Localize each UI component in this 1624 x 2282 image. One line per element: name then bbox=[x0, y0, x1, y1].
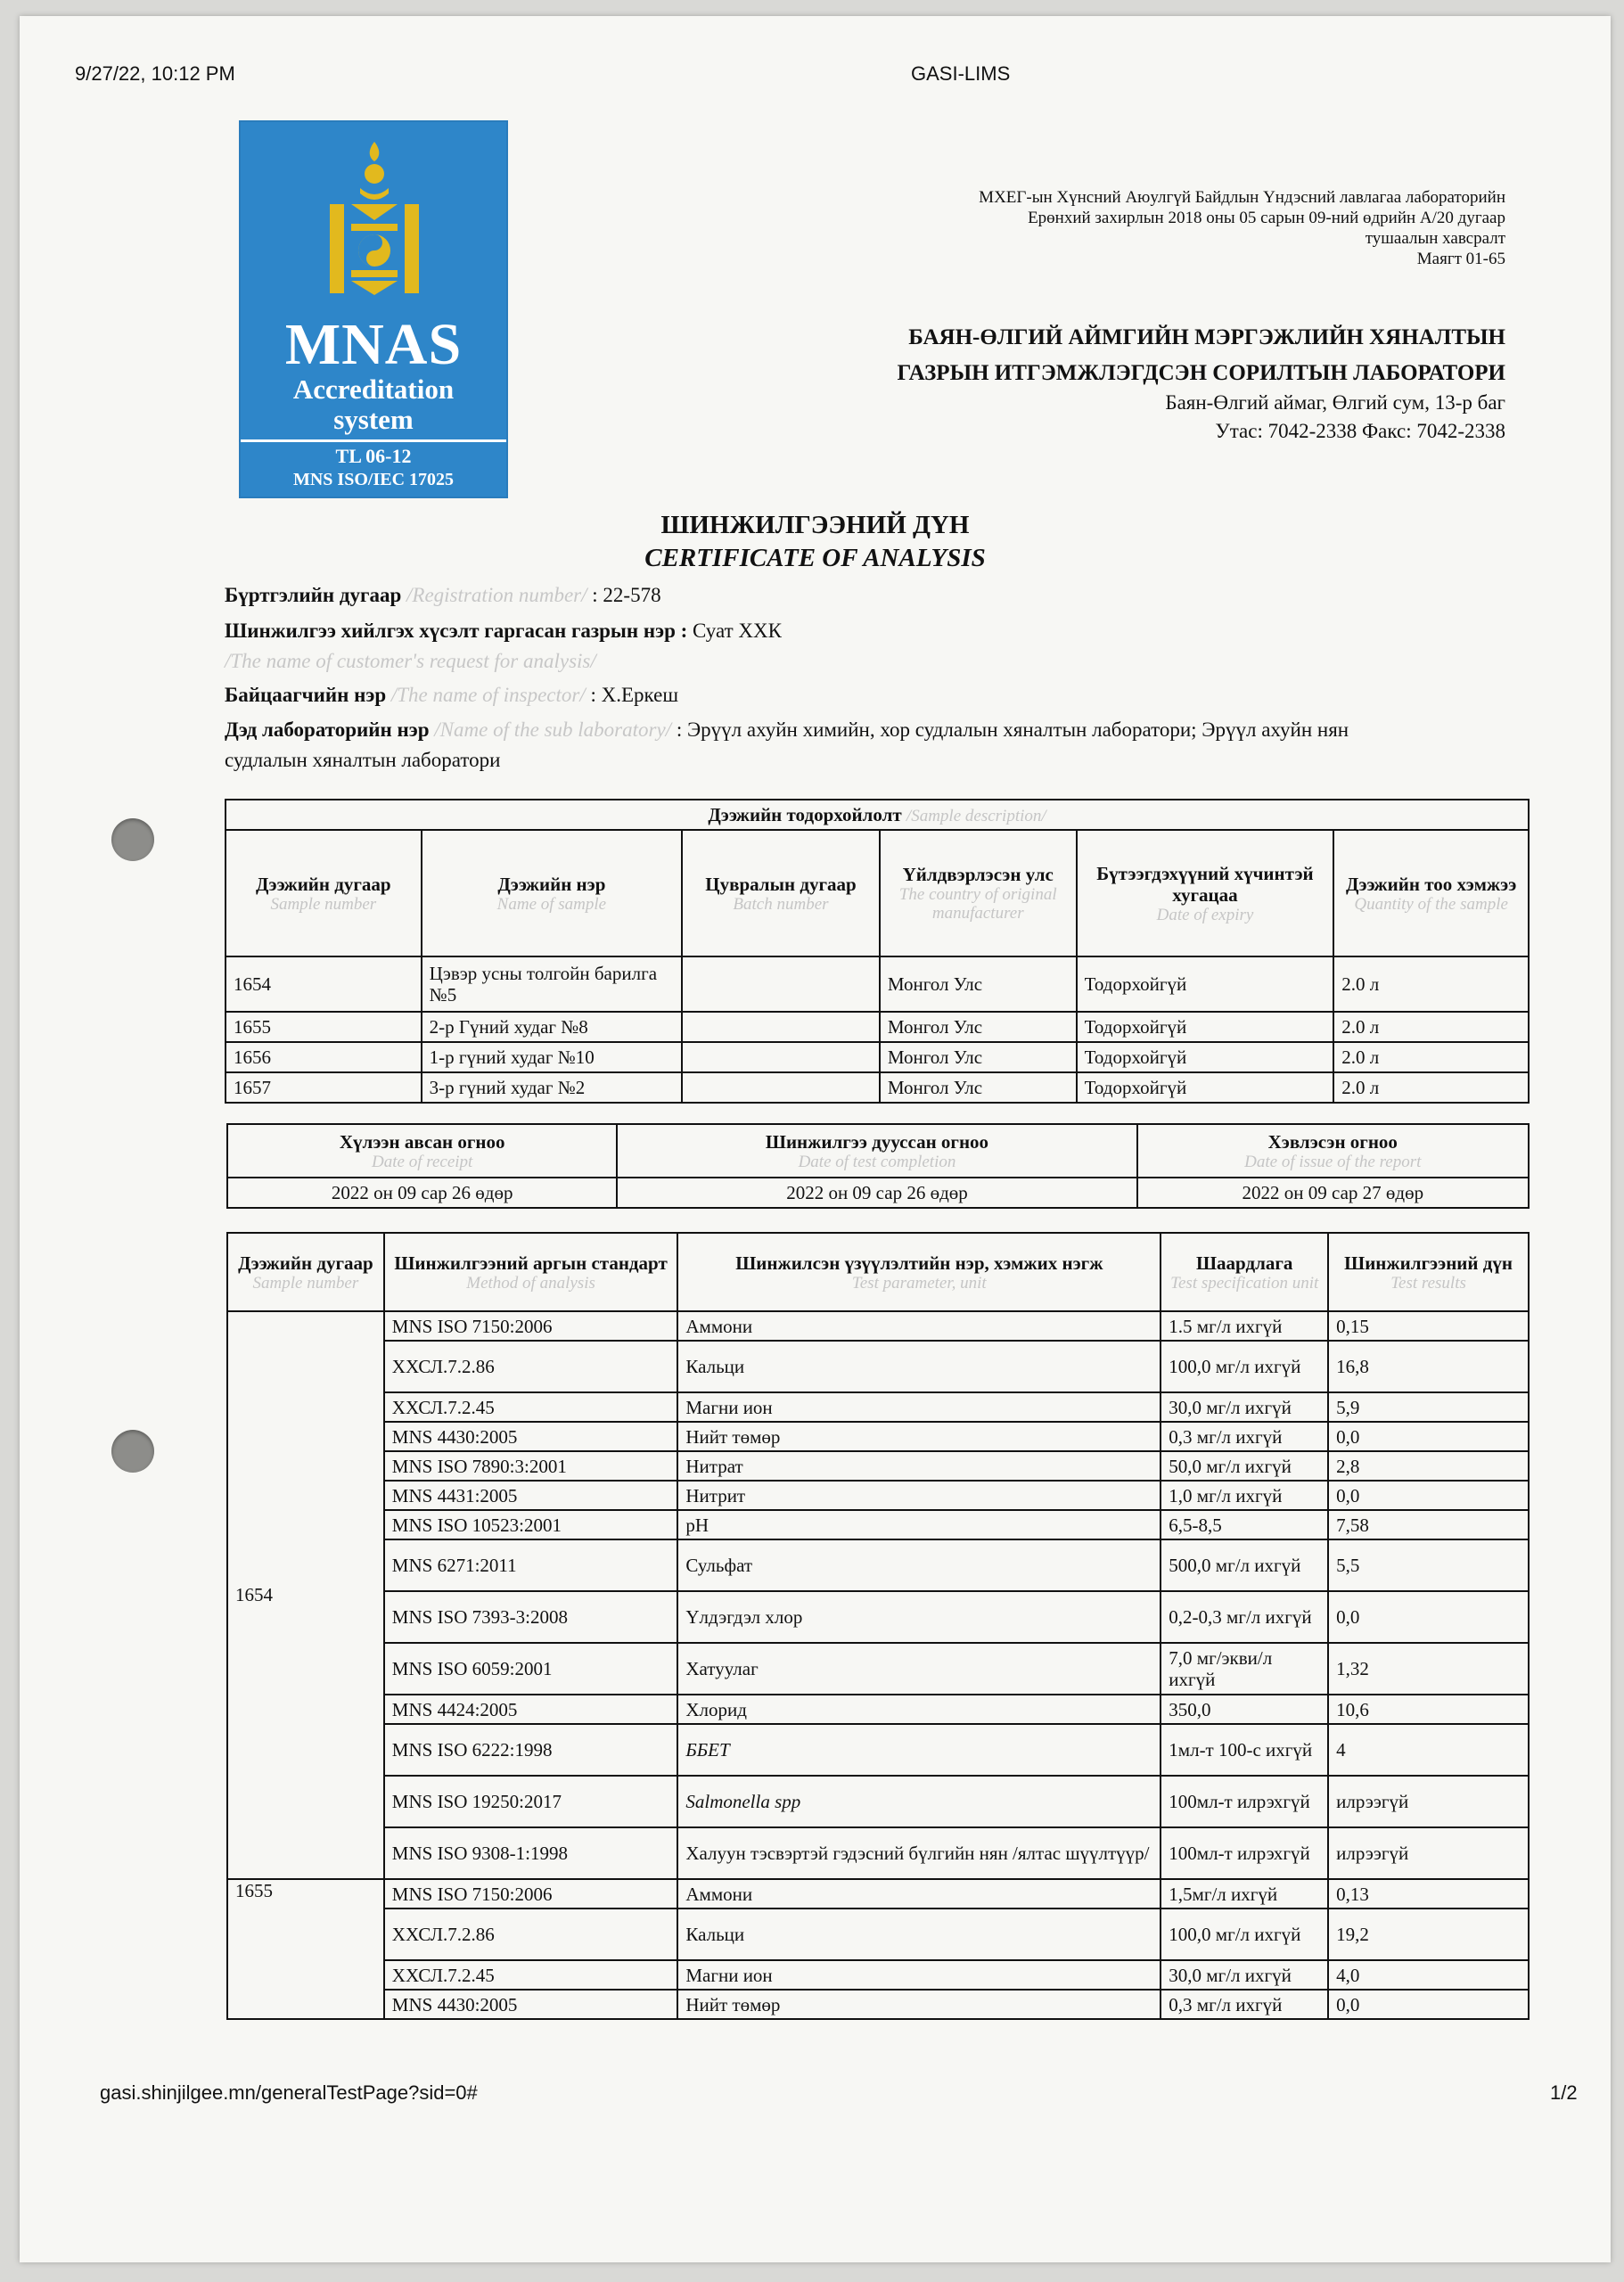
result-result-cell: 19,2 bbox=[1328, 1909, 1529, 1960]
result-spec-cell: 1.5 мг/л ихгүй bbox=[1161, 1311, 1328, 1341]
sample-table-caption: Дээжийн тодорхойлолт /Sample description/ bbox=[226, 800, 1529, 830]
table-row: 1656 1-р гүний худаг №10 Монгол Улс Тодорхойгүй 2.0 л bbox=[226, 1042, 1529, 1072]
result-param-cell: pH bbox=[677, 1510, 1161, 1539]
result-spec-cell: 1мл-т 100-с ихгүй bbox=[1161, 1724, 1328, 1776]
result-param-cell: Аммони bbox=[677, 1311, 1161, 1341]
result-param-cell: Нитрит bbox=[677, 1481, 1161, 1510]
lab-phone: Утас: 7042-2338 Факс: 7042-2338 bbox=[1215, 420, 1505, 442]
sample-number-cell: 1654 bbox=[227, 1311, 384, 1879]
table-row bbox=[227, 1776, 1529, 1827]
result-result-cell: 16,8 bbox=[1328, 1341, 1529, 1392]
table-row bbox=[227, 1481, 1529, 1510]
result-method-cell: MNS 6271:2011 bbox=[384, 1539, 678, 1591]
table-row bbox=[227, 1311, 1529, 1341]
result-spec-cell: 30,0 мг/л ихгүй bbox=[1161, 1392, 1328, 1422]
result-result-cell: 5,5 bbox=[1328, 1539, 1529, 1591]
result-param-cell: Хатуулаг bbox=[677, 1643, 1161, 1695]
inspector-name: Байцаагчийн нэр /The name of inspector/ : Х.Еркеш bbox=[225, 684, 679, 706]
sample-number-cell: 1655 bbox=[227, 1879, 384, 2019]
result-result-cell: 0,13 bbox=[1328, 1879, 1529, 1909]
result-result-cell: 0,15 bbox=[1328, 1311, 1529, 1341]
registration-number: Бүртгэлийн дугаар /Registration number/ : 22-578 bbox=[225, 584, 661, 606]
result-spec-cell: 6,5-8,5 bbox=[1161, 1510, 1328, 1539]
print-url: gasi.shinjilgee.mn/generalTestPage?sid=0# bbox=[100, 2081, 478, 2104]
result-spec-cell: 100мл-т илрэхгүй bbox=[1161, 1827, 1328, 1879]
result-method-cell: MNS 4430:2005 bbox=[384, 1990, 678, 2019]
lab-name-1: БАЯН-ӨЛГИЙ АЙМГИЙН МЭРГЭЖЛИЙН ХЯНАЛТЫН bbox=[908, 325, 1505, 349]
result-spec-cell: 100мл-т илрэхгүй bbox=[1161, 1776, 1328, 1827]
result-param-cell: Сульфат bbox=[677, 1539, 1161, 1591]
result-method-cell: MNS ISO 6059:2001 bbox=[384, 1643, 678, 1695]
table-row: 1655 2-р Гүний худаг №8 Монгол Улс Тодорхойгүй 2.0 л bbox=[226, 1012, 1529, 1042]
test-results-table bbox=[226, 1232, 1530, 2020]
result-method-cell: MNS ISO 7150:2006 bbox=[384, 1879, 678, 1909]
table-row bbox=[227, 1695, 1529, 1724]
result-method-cell: MNS ISO 7393-3:2008 bbox=[384, 1591, 678, 1643]
result-param-cell: Аммони bbox=[677, 1879, 1161, 1909]
table-row bbox=[227, 1341, 1529, 1392]
result-result-cell: 2,8 bbox=[1328, 1451, 1529, 1481]
result-result-cell: 7,58 bbox=[1328, 1510, 1529, 1539]
result-result-cell: 0,0 bbox=[1328, 1422, 1529, 1451]
result-method-cell: MNS ISO 19250:2017 bbox=[384, 1776, 678, 1827]
punch-hole bbox=[111, 1430, 154, 1473]
table-row bbox=[227, 1879, 1529, 1909]
table-row: 2022 он 09 сар 26 өдөр 2022 он 09 сар 26 өдөр 2022 он 09 сар 27 өдөр bbox=[227, 1178, 1529, 1208]
table-row bbox=[227, 1591, 1529, 1643]
table-row bbox=[227, 1451, 1529, 1481]
table-row: 1654 Цэвэр усны толгойн барилга №5 Монгол Улс Тодорхойгүй 2.0 л bbox=[226, 956, 1529, 1012]
punch-hole bbox=[111, 818, 154, 861]
table-row bbox=[227, 1392, 1529, 1422]
dates-table: Хүлээн авсан огноо Date of receipt Шинжилгээ дууссан огноо Date of test completion Хэвлэсэн огноо Date of issue of the report 2022 он 09 сар 26 өдөр 2022 он 09 сар 26 өдөр 2022 он 09 сар 27 өдөр bbox=[226, 1123, 1530, 1209]
logo-title: MNAS bbox=[284, 312, 463, 377]
result-result-cell: илрээгүй bbox=[1328, 1776, 1529, 1827]
customer-name: Шинжилгээ хийлгэх хүсэлт гаргасан газрын нэр : Суат ХХК bbox=[225, 620, 782, 642]
result-param-cell: Магни ион bbox=[677, 1960, 1161, 1990]
result-method-cell: ХХСЛ.7.2.45 bbox=[384, 1960, 678, 1990]
result-method-cell: MNS ISO 7890:3:2001 bbox=[384, 1451, 678, 1481]
logo-iso: MNS ISO/IEC 17025 bbox=[292, 470, 455, 489]
result-param-cell: Нитрат bbox=[677, 1451, 1161, 1481]
result-spec-cell: 0,3 мг/л ихгүй bbox=[1161, 1990, 1328, 2019]
result-result-cell: 0,0 bbox=[1328, 1591, 1529, 1643]
result-spec-cell: 1,5мг/л ихгүй bbox=[1161, 1879, 1328, 1909]
result-result-cell: 0,0 bbox=[1328, 1990, 1529, 2019]
result-param-cell: Нийт төмөр bbox=[677, 1422, 1161, 1451]
result-param-cell: Магни ион bbox=[677, 1392, 1161, 1422]
result-param-cell: Хлорид bbox=[677, 1695, 1161, 1724]
result-param-cell: Кальци bbox=[677, 1909, 1161, 1960]
print-page-title: GASI-LIMS bbox=[911, 62, 1011, 85]
logo-subtitle: Accreditation system bbox=[292, 373, 455, 435]
result-spec-cell: 7,0 мг/экви/л ихгүй bbox=[1161, 1643, 1328, 1695]
table-row bbox=[227, 1510, 1529, 1539]
table-row bbox=[227, 1990, 1529, 2019]
result-spec-cell: 50,0 мг/л ихгүй bbox=[1161, 1451, 1328, 1481]
print-timestamp: 9/27/22, 10:12 PM bbox=[75, 62, 235, 85]
table-row bbox=[227, 1643, 1529, 1695]
result-spec-cell: 1,0 мг/л ихгүй bbox=[1161, 1481, 1328, 1510]
lab-header bbox=[897, 317, 1505, 446]
result-result-cell: 4,0 bbox=[1328, 1960, 1529, 1990]
result-result-cell: 10,6 bbox=[1328, 1695, 1529, 1724]
result-spec-cell: 500,0 мг/л ихгүй bbox=[1161, 1539, 1328, 1591]
table-row bbox=[227, 1724, 1529, 1776]
result-result-cell: 1,32 bbox=[1328, 1643, 1529, 1695]
document-page bbox=[20, 16, 1611, 2262]
result-param-cell: Salmonella spp bbox=[677, 1776, 1161, 1827]
result-method-cell: MNS ISO 7150:2006 bbox=[384, 1311, 678, 1341]
result-result-cell: 0,0 bbox=[1328, 1481, 1529, 1510]
result-method-cell: MNS 4424:2005 bbox=[384, 1695, 678, 1724]
result-spec-cell: 30,0 мг/л ихгүй bbox=[1161, 1960, 1328, 1990]
order-reference: МХЕГ-ын Хүнсний Аюулгүй Байдлын Үндэсний лавлагаа лабораторийн Ерөнхий захирлын 2018 оны 05 сарын 09-ний өдрийн А/20 дугаар тушаалын хавсралт Маягт 01-65 bbox=[979, 188, 1505, 268]
table-row bbox=[227, 1827, 1529, 1879]
logo-tl-number: TL 06-12 bbox=[335, 445, 412, 467]
print-page-number: 1/2 bbox=[1550, 2081, 1578, 2104]
sub-laboratory: Дэд лабораторийн нэр /Name of the sub laboratory/ : Эрүүл ахуйн химийн, хор судлалын хяналтын лаборатори; Эрүүл ахуйн нян судлалын хяналтын лаборатори bbox=[225, 718, 1349, 771]
result-param-cell: ББЕТ bbox=[677, 1724, 1161, 1776]
result-param-cell: Кальци bbox=[677, 1341, 1161, 1392]
result-method-cell: ХХСЛ.7.2.45 bbox=[384, 1392, 678, 1422]
result-spec-cell: 0,3 мг/л ихгүй bbox=[1161, 1422, 1328, 1451]
result-method-cell: MNS ISO 10523:2001 bbox=[384, 1510, 678, 1539]
soyombo-emblem-icon bbox=[321, 138, 428, 308]
result-method-cell: MNS ISO 6222:1998 bbox=[384, 1724, 678, 1776]
table-row bbox=[227, 1422, 1529, 1451]
lab-name-2: ГАЗРЫН ИТГЭМЖЛЭГДСЭН СОРИЛТЫН ЛАБОРАТОРИ bbox=[897, 361, 1505, 385]
result-method-cell: MNS ISO 9308-1:1998 bbox=[384, 1827, 678, 1879]
result-result-cell: 4 bbox=[1328, 1724, 1529, 1776]
result-spec-cell: 100,0 мг/л ихгүй bbox=[1161, 1909, 1328, 1960]
result-spec-cell: 100,0 мг/л ихгүй bbox=[1161, 1341, 1328, 1392]
sample-table-header: Дээжийн дугаар Sample number Дээжийн нэр Name of sample Цувралын дугаар Batch number Үйлдвэрлэсэн улс The country of original manufacturer Бүтээгдэхүүний хүчинтэй хугацаа Date of expiry Дээжийн тоо хэмжээ Quantity of the sample bbox=[226, 830, 1529, 956]
sample-description-table bbox=[225, 799, 1530, 1104]
certificate-title: ШИНЖИЛГЭЭНИЙ ДҮН CERTIFICATE OF ANALYSIS bbox=[644, 511, 986, 572]
result-method-cell: MNS 4431:2005 bbox=[384, 1481, 678, 1510]
results-table-header: Дээжийн дугаар Sample number Шинжилгээний аргын стандарт Method of analysis Шинжилсэн үзүүлэлтийн нэр, хэмжих нэгж Test parameter, unit Шаардлага Test specification unit Шинжилгээний дүн Test results bbox=[227, 1233, 1529, 1311]
lab-address: Баян-Өлгий аймаг, Өлгий сум, 13-р баг bbox=[1165, 391, 1505, 414]
mnas-logo bbox=[239, 120, 508, 498]
result-result-cell: илрээгүй bbox=[1328, 1827, 1529, 1879]
result-spec-cell: 0,2-0,3 мг/л ихгүй bbox=[1161, 1591, 1328, 1643]
result-spec-cell: 350,0 bbox=[1161, 1695, 1328, 1724]
result-param-cell: Үлдэгдэл хлор bbox=[677, 1591, 1161, 1643]
table-row bbox=[227, 1960, 1529, 1990]
result-result-cell: 5,9 bbox=[1328, 1392, 1529, 1422]
table-row bbox=[227, 1909, 1529, 1960]
result-method-cell: ХХСЛ.7.2.86 bbox=[384, 1341, 678, 1392]
customer-name-en: /The name of customer's request for analysis/ bbox=[225, 650, 596, 672]
result-param-cell: Нийт төмөр bbox=[677, 1990, 1161, 2019]
table-row bbox=[227, 1539, 1529, 1591]
result-method-cell: ХХСЛ.7.2.86 bbox=[384, 1909, 678, 1960]
table-row: 1657 3-р гүний худаг №2 Монгол Улс Тодорхойгүй 2.0 л bbox=[226, 1072, 1529, 1103]
result-param-cell: Халуун тэсвэртэй гэдэсний бүлгийн нян /ялтас шүүлтүүр/ bbox=[677, 1827, 1161, 1879]
result-method-cell: MNS 4430:2005 bbox=[384, 1422, 678, 1451]
